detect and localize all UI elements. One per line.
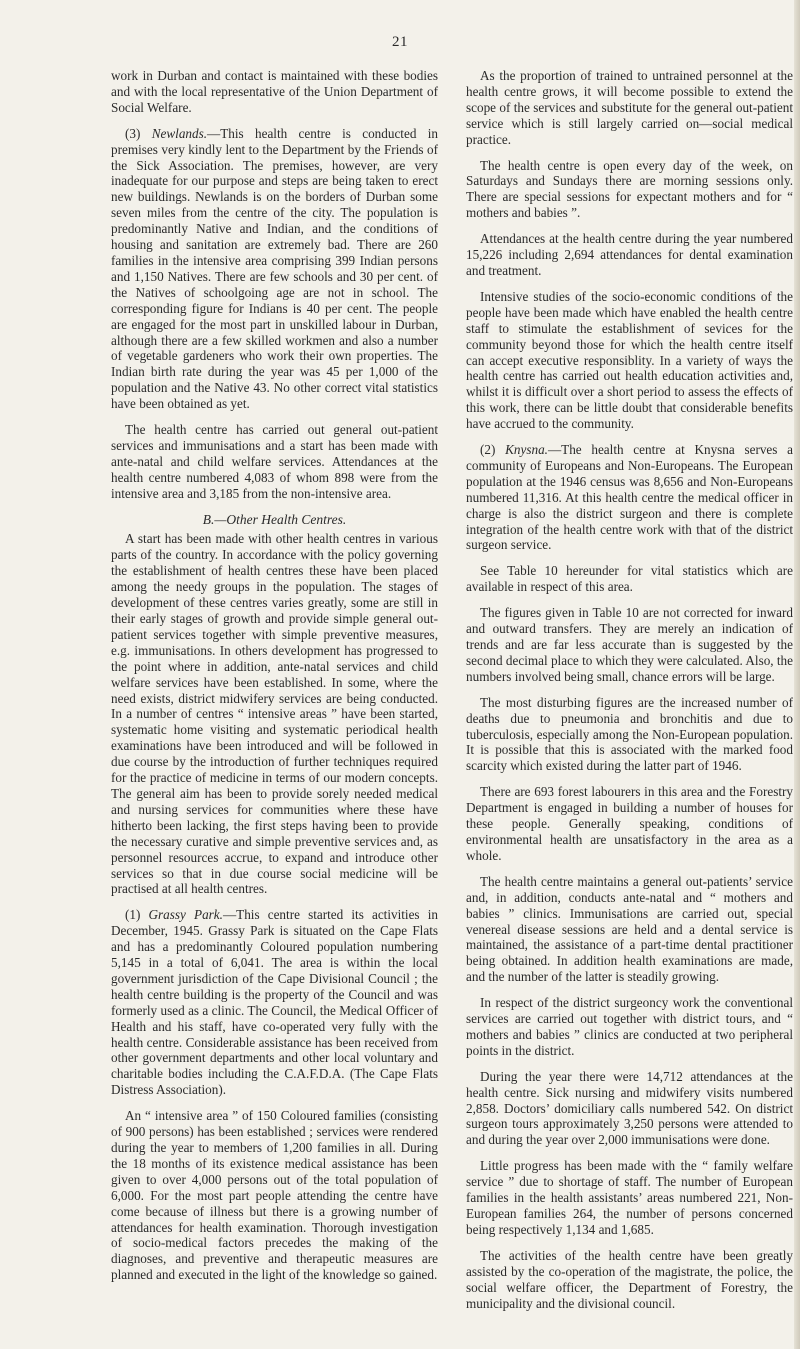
section-heading: B.—Other Health Centres. <box>202 511 347 527</box>
paragraph-knysna <box>466 442 793 553</box>
paragraph-grassy-park <box>111 907 438 1098</box>
paragraph: An “ intensive area ” of 150 Coloured families (consisting of 900 persons) has been established ; services were rendered during the year to members of 1,200 families in all. During the 18 months of its existence medical assistance has been given to over 4,000 persons out of the total population of 6,000. For the most part people attending the centre have come because of illness but there is a growing number of attendances for health examination. Thorough investigation of socio-medical factors precedes the making of the diagnoses, and preventive and therapeutic measures are planned and executed in the light of the knowledge so gained. <box>111 1108 438 1283</box>
paragraph: Little progress has been made with the “ family welfare service ” due to shortage of staff. The number of European families in the health assistants’ areas numbered 221, Non-European families 264, the number of persons concerned being respectively 1,134 and 1,685. <box>466 1158 793 1237</box>
item-number: (3) <box>125 125 152 141</box>
paragraph: As the proportion of trained to untrained personnel at the health centre grows, it will become possible to extend the scope of the services and substitute for the general out-patient service which is still largely carried on—social medical practice. <box>466 68 793 147</box>
paragraph: The figures given in Table 10 are not corrected for inward and outward transfers. They are merely an indication of trends and are far less accurate than is suggested by the second decimal place to which they were calculated. Also, the numbers involved being small, chance errors will be large. <box>466 605 793 684</box>
item-heading: Knysna. <box>505 442 548 458</box>
item-number: (2) <box>480 442 506 458</box>
page-number: 21 <box>392 34 408 50</box>
paragraph: There are 693 forest labourers in this area and the Forestry Department is engaged in building a number of houses for these people. Generally speaking, conditions of environmental health are unsatisfactory in the area as a whole. <box>466 784 793 863</box>
paragraph: A start has been made with other health centres in various parts of the country. In accordance with the policy governing the establishment of health centres these have been placed among the needy groups in the population. The stages of development of these centres varies greatly, some are still in their early stages of growth and provide simple general out-patient services together with simple preventive measures, e.g. immunisations. In others development has progressed to the point where in addition, ante-natal services and child welfare services have been established. In some, where the need exists, district midwifery services are being conducted. In a number of centres “ intensive areas ” have been started, systematic home visiting and systematic periodical health examinations have been introduced and will be followed in due course by the introduction of further techniques required for the practice of medicine in terms of our modern concepts. The general aim has been to provide sorely needed medical and nursing services for communities where these have hitherto been lacking, the first steps having been to provide the necessary curative and simple preventive services and, as personnel resources accrue, to expand and introduce other services so that in due course social medicine will be practised at all health centres. <box>111 531 438 897</box>
paragraph: The health centre maintains a general out-patients’ service and, in addition, conducts ante-natal and “ mothers and babies ” clinics. Immunisations are carried out, special venereal disease sessions are held and a dental service is maintained, the assistance of a part-time dental practitioner being obtained. In addition health examinations are made, and the number of the latter is steadily growing. <box>466 873 793 985</box>
paragraph: In respect of the district surgeoncy work the conventional services are carried out together with district tours, and “ mothers and babies ” clinics are conducted at two peripheral points in the district. <box>466 995 793 1058</box>
paragraph: Attendances at the health centre during the year numbered 15,226 including 2,694 attendances for dental examination and treatment. <box>466 231 793 278</box>
paragraph: Intensive studies of the socio-economic conditions of the people have been made which have enabled the health centre staff to stimulate the establishment of sevices for the community beyond those for which the health centre itself can accept executive responsiblity. In a variety of ways the health centre has carried out health education activities and, whilst it is difficult over a short period to assess the effects of this work, there can be little doubt that considerable benefits have accrued to the community. <box>466 288 793 432</box>
item-heading: Newlands. <box>151 125 208 141</box>
right-column <box>466 68 793 1321</box>
item-text: —This health centre is conducted in premises very kindly lent to the Department by the Friends of the Sick Association. The premises, however, are very inadequate for our purpose and steps are being taken to erect new buildings. Newlands is on the borders of Durban some seven miles from the centre of the city. The population is predominantly Native and Indian, and the conditions of housing and sanitation are extremely bad. There are 260 families in the intensive area comprising 399 Indian persons and 1,150 Natives. There are few schools and 30 per cent. of the Natives of schoolgoing age are not in school. The corresponding figure for Indians is 40 per cent. The people are engaged for the most part in unskilled labour in Durban, although there are a few skilled workmen and also a number of vegetable gardeners who work their own properties. The Indian birth rate during the year was 45 per 1,000 of the population and the Native 43. No other correct vital statistics have been obtained as yet. <box>111 125 438 412</box>
paragraph: The most disturbing figures are the increased number of deaths due to pneumonia and bronchitis and due to tuberculosis, especially among the Non-European population. It is possible that this is associated with the marked food scarcity which existed during the latter part of 1946. <box>466 694 793 774</box>
item-text: —This centre started its activities in December, 1945. Grassy Park is situated on the Cape Flats and has a predominantly Coloured population numbering 5,145 in a total of 6,041. The area is within the local government jurisdiction of the Cape Divisional Council ; the health centre building is the property of the Council and was formerly used as a clinic. The Council, the Medical Officer of Health and his staff, have co-operated very fully with the health centre. Considerable assistance has been received from other government departments and other local voluntary and charitable bodies including the C.A.F.D.A. (The Cape Flats Distress Association). <box>111 907 438 1098</box>
paragraph: See Table 10 hereunder for vital statistics which are available in respect of this area. <box>466 563 793 595</box>
item-text: —The health centre at Knysna serves a community of Europeans and Non-Europeans. The European population at the 1946 census was 8,656 and Non-Europeans numbered 11,316. At this health centre the medical officer in charge is also the district surgeon and there is complete integration of the health centre work with that of the district surgeon service. <box>466 442 793 553</box>
paragraph-newlands <box>111 126 438 412</box>
paragraph: During the year there were 14,712 attendances at the health centre. Sick nursing and midwifery visits numbered 2,858. Doctors’ domiciliary calls numbered 542. On district surgeon tours approximately 3,250 persons were attended to and during the year over 2,000 immunisations were done. <box>466 1068 793 1148</box>
page-edge-shadow <box>794 0 800 1349</box>
item-heading: Grassy Park. <box>148 907 223 923</box>
paragraph: The activities of the health centre have been greatly assisted by the co-operation of the magistrate, the police, the social welfare officer, the Department of Forestry, the municipality and the divisional council. <box>466 1247 793 1311</box>
paragraph: The health centre has carried out general out-patient services and immunisations and a start has been made with ante-natal and child welfare services. Attendances at the health centre numbered 4,083 of whom 898 were from the intensive area and 3,185 from the non-intensive area. <box>111 422 438 501</box>
paragraph: work in Durban and contact is maintained with these bodies and with the local representative of the Union Department of Social Welfare. <box>111 68 438 115</box>
left-column <box>111 68 438 1293</box>
item-number: (1) <box>125 907 149 923</box>
paragraph: The health centre is open every day of the week, on Saturdays and Sundays there are morning sessions only. There are special sessions for expectant mothers and for “ mothers and babies ”. <box>466 157 793 221</box>
